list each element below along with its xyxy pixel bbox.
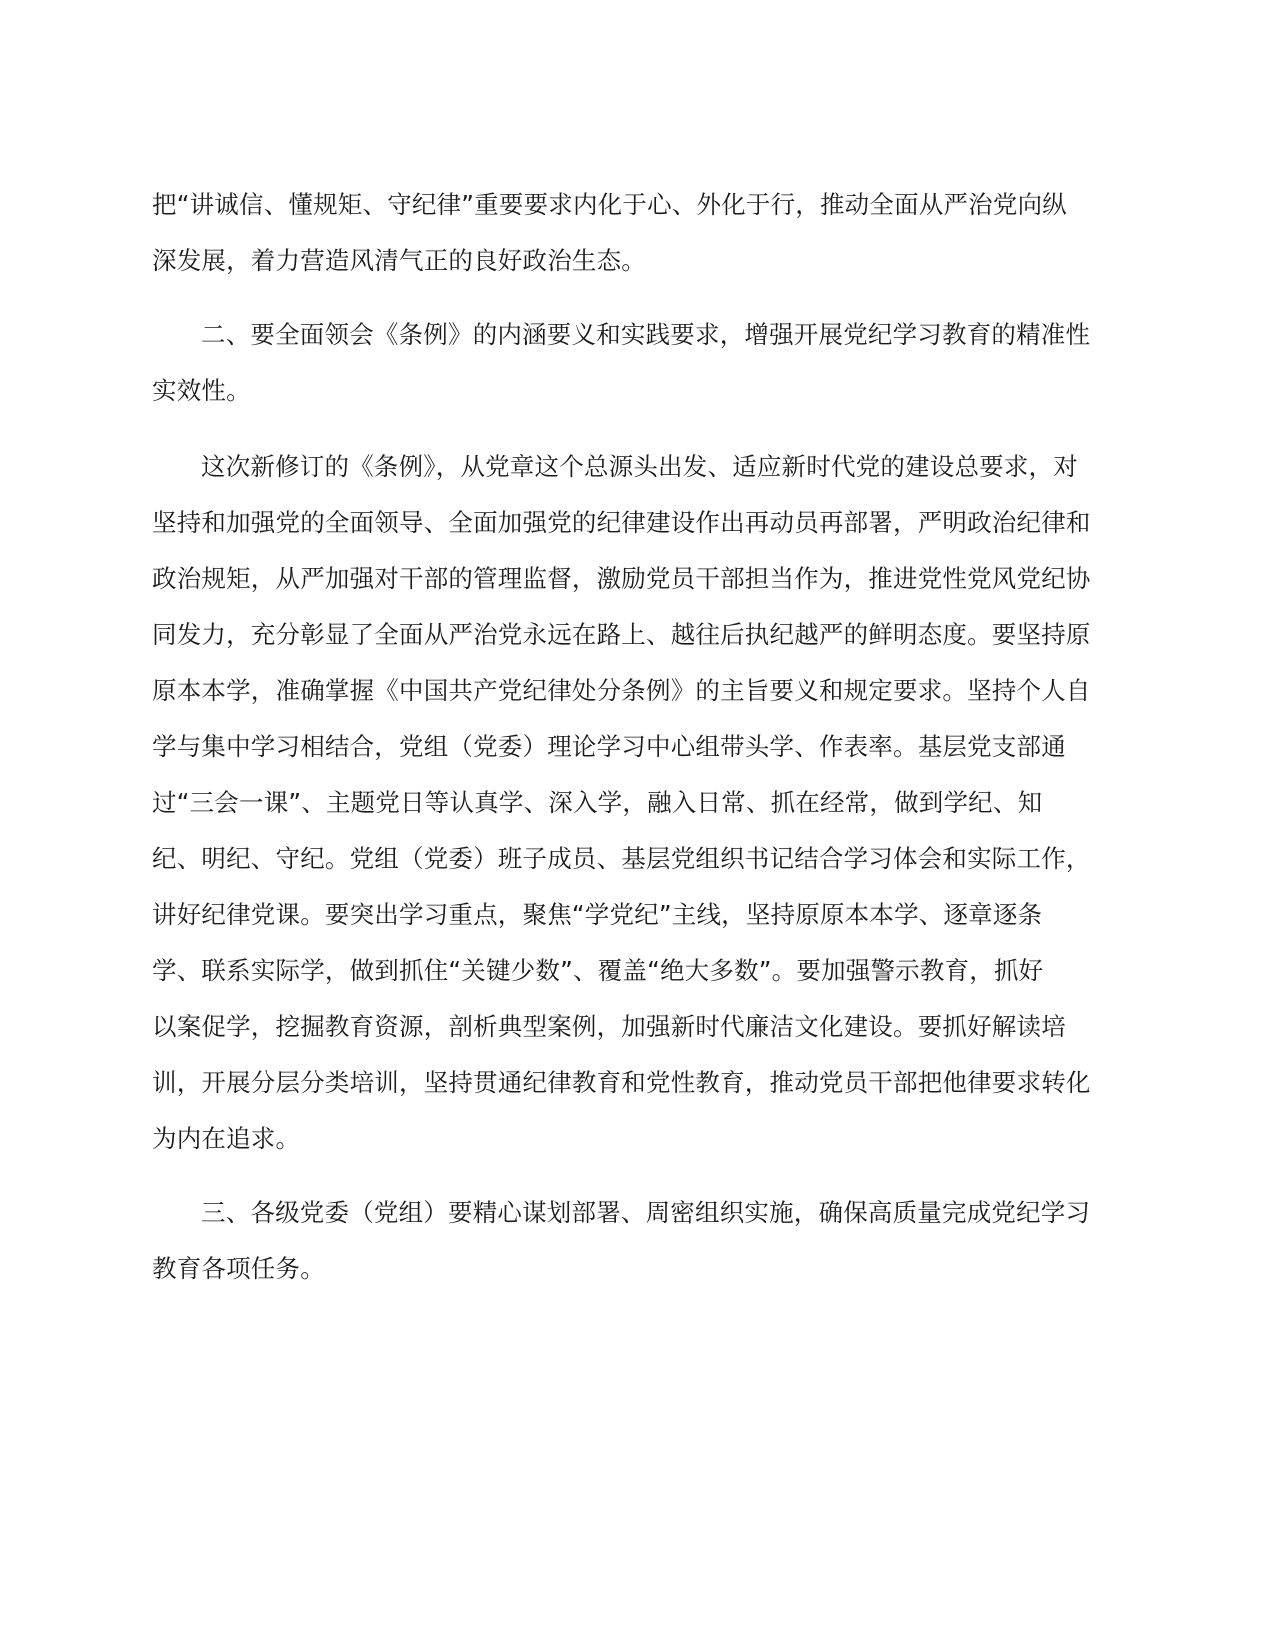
body-line: 学与集中学习相结合，党组（党委）理论学习中心组带头学、作表率。基层党支部通 [152,732,1066,761]
body-line: 以案促学，挖掘教育资源，剖析典型案例，加强新时代廉洁文化建设。要抓好解读培 [152,1012,1066,1041]
section-heading-2: 二、要全面领会《条例》的内涵要义和实践要求，增强开展党纪学习教育的精准性 [201,320,1091,349]
body-line: 讲好纪律党课。要突出学习重点，聚焦“学党纪”主线，坚持原原本本学、逐章逐条 [152,900,1043,929]
section-heading-2-cont: 实效性。 [152,376,251,405]
body-line: 深发展，着力营造风清气正的良好政治生态。 [152,246,646,275]
body-line: 为内在追求。 [152,1124,301,1153]
body-line: 坚持和加强党的全面领导、全面加强党的纪律建设作出再动员再部署，严明政治纪律和 [152,508,1091,537]
body-line: 训，开展分层分类培训，坚持贯通纪律教育和党性教育，推动党员干部把他律要求转化 [152,1068,1091,1097]
body-line: 政治规矩，从严加强对干部的管理监督，激励党员干部担当作为，推进党性党风党纪协 [152,564,1091,593]
body-line: 纪、明纪、守纪。党组（党委）班子成员、基层党组织书记结合学习体会和实际工作， [152,844,1091,873]
section-heading-3-cont: 教育各项任务。 [152,1254,325,1283]
body-line: 同发力，充分彰显了全面从严治党永远在路上、越往后执纪越严的鲜明态度。要坚持原 [152,620,1091,649]
body-line: 学、联系实际学，做到抓住“关键少数”、覆盖“绝大多数”。要加强警示教育，抓好 [152,956,1044,985]
body-line: 这次新修订的《条例》，从党章这个总源头出发、适应新时代党的建设总要求，对 [201,452,1078,481]
body-line: 过“三会一课”、主题党日等认真学、深入学，融入日常、抓在经常，做到学纪、知 [152,788,1043,817]
body-line: 原本本学，准确掌握《中国共产党纪律处分条例》的主旨要义和规定要求。坚持个人自 [152,676,1091,705]
section-heading-3: 三、各级党委（党组）要精心谋划部署、周密组织实施，确保高质量完成党纪学习 [201,1198,1091,1227]
body-line: 把“讲诚信、懂规矩、守纪律”重要要求内化于心、外化于行，推动全面从严治党向纵 [152,190,1067,219]
